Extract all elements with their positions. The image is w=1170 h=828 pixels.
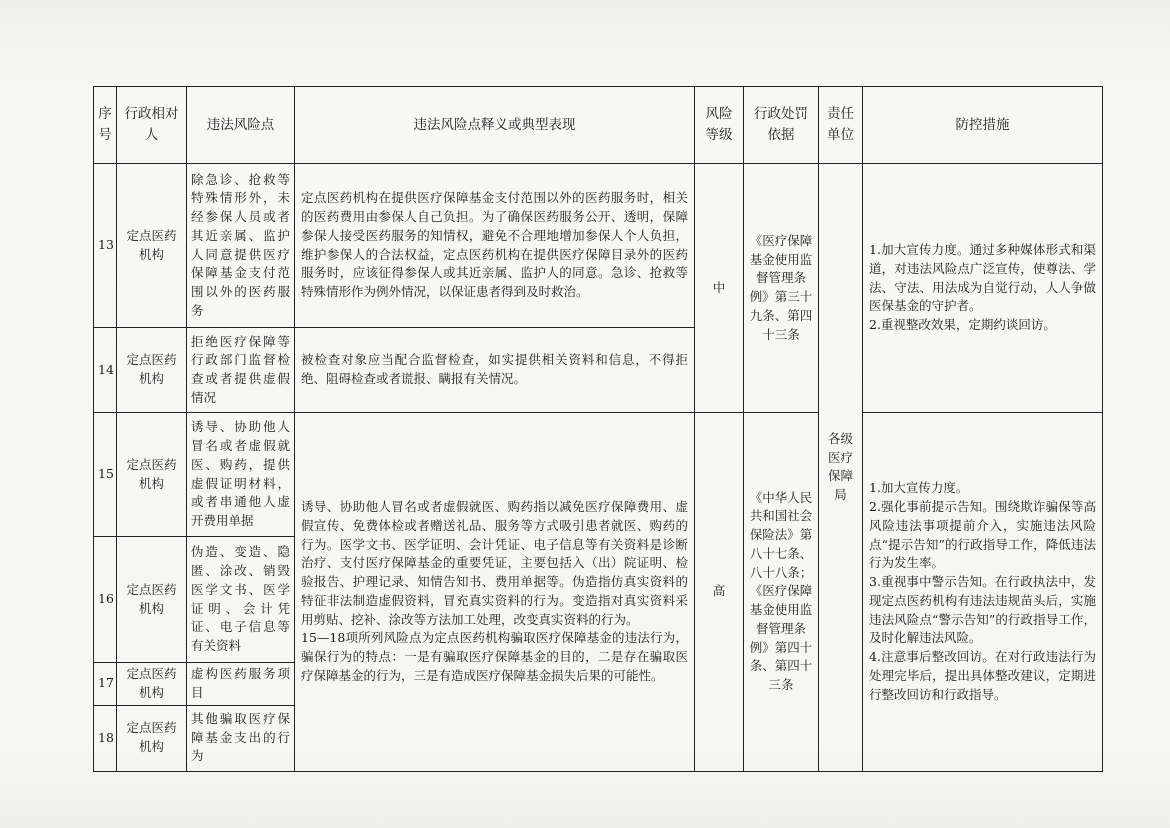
header-basis: 行政处罚依据 — [744, 87, 819, 164]
table-row — [94, 164, 1103, 328]
row-basis: 《中华人民共和国社会保险法》第八十七条、八十八条；《医疗保障基金使用监督管理条例》第四十条、第四十三条 — [744, 413, 819, 772]
definition-paragraph: 诱导、协助他人冒名或者虚假就医、购药指以减免医疗保障费用、虚假宣传、免费体检或者赠送礼品、服务等方式吸引患者就医、购药的行为。医学文书、医学证明、会计凭证、电子信息等有关资料是诊断治疗、支付医疗保障基金的重要凭证，主要包括入（出）院证明、检验报告、护理记录、知情告知书、费用单据等。伪造指仿真实资料的特征非法制造虚假资料，冒充真实资料的行为。变造指对真实资料采用剪贴、挖补、涂改等方法加工处理，改变真实资料的行为。 — [301, 499, 688, 627]
row-party: 定点医药机构 — [117, 413, 187, 537]
row-level: 中 — [695, 164, 744, 413]
measure-item: 4.注意事后整改回访。在对行政违法行为处理完毕后，提出具体整改建议，定期进行整改回访和行政指导。 — [869, 649, 1096, 702]
measure-item: 3.重视事中警示告知。在行政执法中，发现定点医药机构有违法违规苗头后，实施违法风险点“警示告知”的行政指导工作，及时化解违法风险。 — [869, 574, 1096, 646]
header-unit: 责任单位 — [819, 87, 863, 164]
table-header-row — [94, 87, 1103, 164]
row-index: 16 — [94, 537, 117, 663]
row-basis: 《医疗保障基金使用监督管理条例》第三十九条、第四十三条 — [744, 164, 819, 413]
definition-paragraph: 15—18项所列风险点为定点医药机构骗取医疗保障基金的违法行为，骗保行为的特点：一是有骗取医疗保障基金的目的，二是存在骗取医疗保障基金的行为，三是有造成医疗保障基金损失后果的可能性。 — [301, 630, 688, 683]
row-party: 定点医药机构 — [117, 328, 187, 413]
row-party: 定点医药机构 — [117, 537, 187, 663]
row-index: 18 — [94, 705, 117, 771]
row-index: 15 — [94, 413, 117, 537]
header-risk-point: 违法风险点 — [187, 87, 295, 164]
row-risk-point: 除急诊、抢救等特殊情形外，未经参保人员或者其近亲属、监护人同意提供医疗保障基金支付范围以外的医药服务 — [187, 164, 295, 328]
measure-item: 2.强化事前提示告知。围绕欺诈骗保等高风险违法事项提前介入，实施违法风险点“提示告知”的行政指导工作，降低违法行为发生率。 — [869, 499, 1096, 571]
row-level: 高 — [695, 413, 744, 772]
row-risk-point: 伪造、变造、隐匿、涂改、销毁医学文书、医学证明、会计凭证、电子信息等有关资料 — [187, 537, 295, 663]
row-index: 14 — [94, 328, 117, 413]
measure-item: 1.加大宣传力度。 — [869, 480, 969, 496]
row-party: 定点医药机构 — [117, 663, 187, 706]
measures-group-2 — [863, 413, 1103, 772]
measure-item: 2.重视整改效果，定期约谈回访。 — [869, 317, 1056, 333]
row-risk-point: 诱导、协助他人冒名或者虚假就医、购药，提供虚假证明材料，或者串通他人虚开费用单据 — [187, 413, 295, 537]
risk-table — [93, 86, 1103, 772]
header-definition: 违法风险点释义或典型表现 — [295, 87, 695, 164]
measure-item: 1.加大宣传力度。通过多种媒体形式和渠道，对违法风险点广泛宣传，使尊法、学法、守法、用法成为自觉行动，人人争做医保基金的守护者。 — [869, 242, 1096, 314]
header-index: 序号 — [94, 87, 117, 164]
row-index: 17 — [94, 663, 117, 706]
row-risk-point: 拒绝医疗保障等行政部门监督检查或者提供虚假情况 — [187, 328, 295, 413]
row-risk-point: 其他骗取医疗保障基金支出的行为 — [187, 705, 295, 771]
table-row — [94, 413, 1103, 537]
row-party: 定点医药机构 — [117, 705, 187, 771]
header-party: 行政相对人 — [117, 87, 187, 164]
header-level: 风险等级 — [695, 87, 744, 164]
row-party: 定点医药机构 — [117, 164, 187, 328]
row-definition: 被检查对象应当配合监督检查，如实提供相关资料和信息，不得拒绝、阻碍检查或者谎报、瞒报有关情况。 — [295, 328, 695, 413]
header-measures: 防控措施 — [863, 87, 1103, 164]
row-definition: 定点医药机构在提供医疗保障基金支付范围以外的医药服务时，相关的医药费用由参保人自己负担。为了确保医药服务公开、透明，保障参保人接受医药服务的知情权，避免不合理地增加参保人个人负担，维护参保人的合法权益，定点医药机构在提供医疗保障目录外的医药服务时，应该征得参保人或其近亲属、监护人的同意。急诊、抢救等特殊情形作为例外情况，以保证患者得到及时救治。 — [295, 164, 695, 328]
responsible-unit: 各级医疗保障局 — [819, 164, 863, 772]
row-definition-shared — [295, 413, 695, 772]
measures-group-1 — [863, 164, 1103, 413]
row-risk-point: 虚构医药服务项目 — [187, 663, 295, 706]
row-index: 13 — [94, 164, 117, 328]
